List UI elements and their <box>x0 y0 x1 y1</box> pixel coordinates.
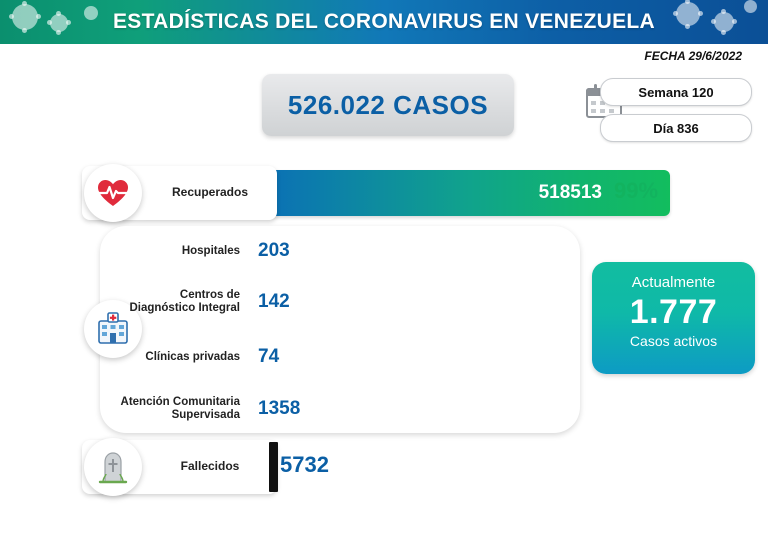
deceased-bar <box>269 442 278 492</box>
page-title: ESTADÍSTICAS DEL CORONAVIRUS EN VENEZUELA <box>112 10 656 33</box>
bottom-spacer <box>0 505 768 533</box>
active-cases-top-label: Actualmente <box>631 274 716 291</box>
active-cases-card <box>592 262 755 374</box>
recovered-percent: 99% <box>614 178 659 203</box>
center-name: Atención Comunitaria Supervisada <box>120 396 240 421</box>
center-row-clinicas <box>120 340 470 374</box>
center-name: Clínicas privadas <box>145 350 240 363</box>
total-cases-box <box>262 74 514 136</box>
recovered-value: 518513 <box>538 182 602 203</box>
date-label: FECHA 29/6/2022 <box>644 49 742 63</box>
recovered-label: Recuperados <box>171 185 249 199</box>
center-name: Centros de Diagnóstico Integral <box>129 289 240 314</box>
deceased-value: 5732 <box>280 452 329 477</box>
center-value: 74 <box>258 346 280 367</box>
center-row-hospitales <box>120 234 470 268</box>
heart-pulse-icon <box>84 164 142 222</box>
tombstone-icon <box>84 438 142 496</box>
center-value: 142 <box>258 291 290 312</box>
week-pill: Semana 120 <box>600 78 752 106</box>
active-cases-number: 1.777 <box>629 293 718 331</box>
day-pill: Día 836 <box>600 114 752 142</box>
center-row-cdi <box>120 285 470 319</box>
total-cases-value: 526.022 CASOS <box>287 89 489 120</box>
header-band <box>0 0 768 44</box>
active-cases-sub-label: Casos activos <box>629 333 718 349</box>
center-row-acs <box>120 392 470 426</box>
deceased-label: Fallecidos <box>180 459 240 473</box>
center-value: 1358 <box>258 398 301 419</box>
center-name: Hospitales <box>181 244 240 257</box>
center-value: 203 <box>258 240 290 261</box>
